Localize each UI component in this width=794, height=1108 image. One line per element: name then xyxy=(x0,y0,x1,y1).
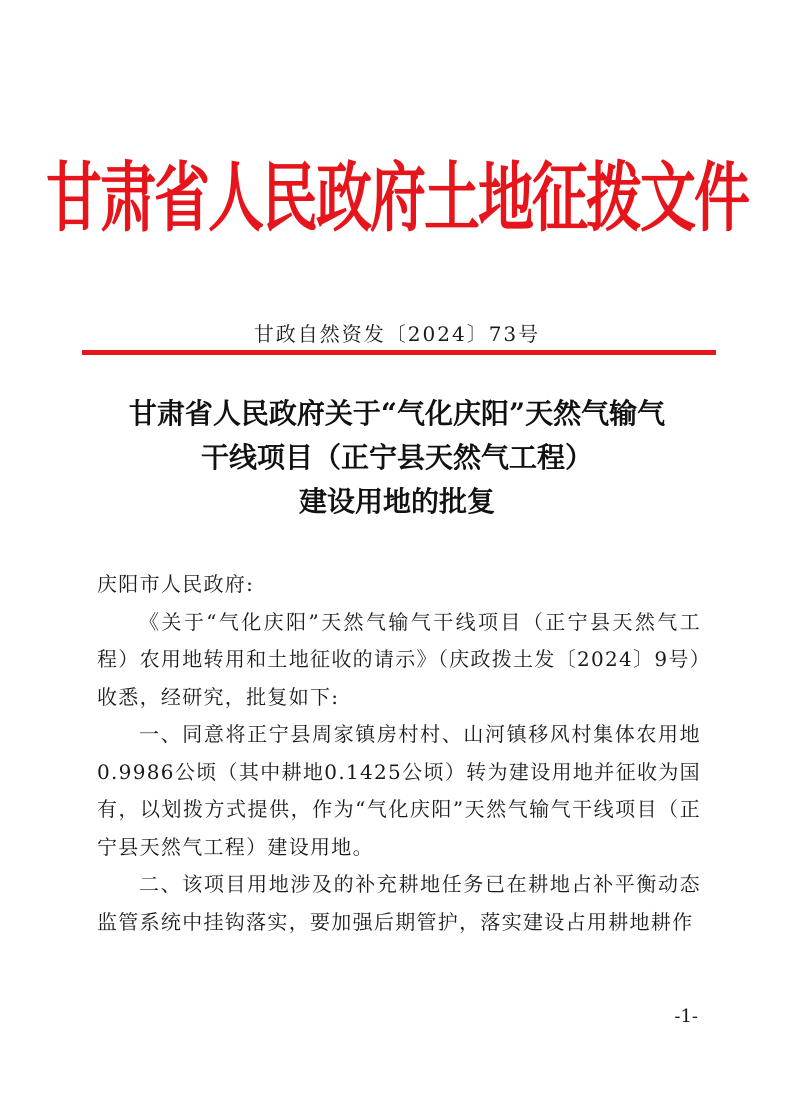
document-title xyxy=(60,392,734,524)
body-paragraph: 一、同意将正宁县周家镇房村村、山河镇移风村集体农用地0.9986公顷（其中耕地0.1425公顷）转为建设用地并征收为国有，以划拨方式提供，作为“气化庆阳”天然气输气干线项目（正宁县天然气工程）建设用地。 xyxy=(97,722,701,859)
body-paragraph: 《关于“气化庆阳”天然气输气干线项目（正宁县天然气工程）农用地转用和土地征收的请示》（庆政拨土发〔2024〕9号）收悉，经研究，批复如下: xyxy=(97,609,701,709)
title-line-2: 干线项目（正宁县天然气工程） xyxy=(200,441,593,474)
title-line-1: 甘肃省人民政府关于“气化庆阳”天然气输气 xyxy=(128,397,666,430)
document-number: 甘政自然资发〔2024〕73号 xyxy=(253,322,541,346)
salutation: 庆阳市人民政府: xyxy=(97,572,255,596)
document-body xyxy=(97,566,701,941)
body-paragraph: 二、该项目用地涉及的补充耕地任务已在耕地占补平衡动态监管系统中挂钩落实，要加强后期管护，落实建设占用耕地耕作 xyxy=(97,872,701,934)
red-separator-line xyxy=(82,350,716,355)
masthead-title: 甘肃省人民政府土地征拨文件 xyxy=(46,153,748,244)
page-number: -1- xyxy=(674,1006,698,1027)
title-line-3: 建设用地的批复 xyxy=(298,485,495,518)
